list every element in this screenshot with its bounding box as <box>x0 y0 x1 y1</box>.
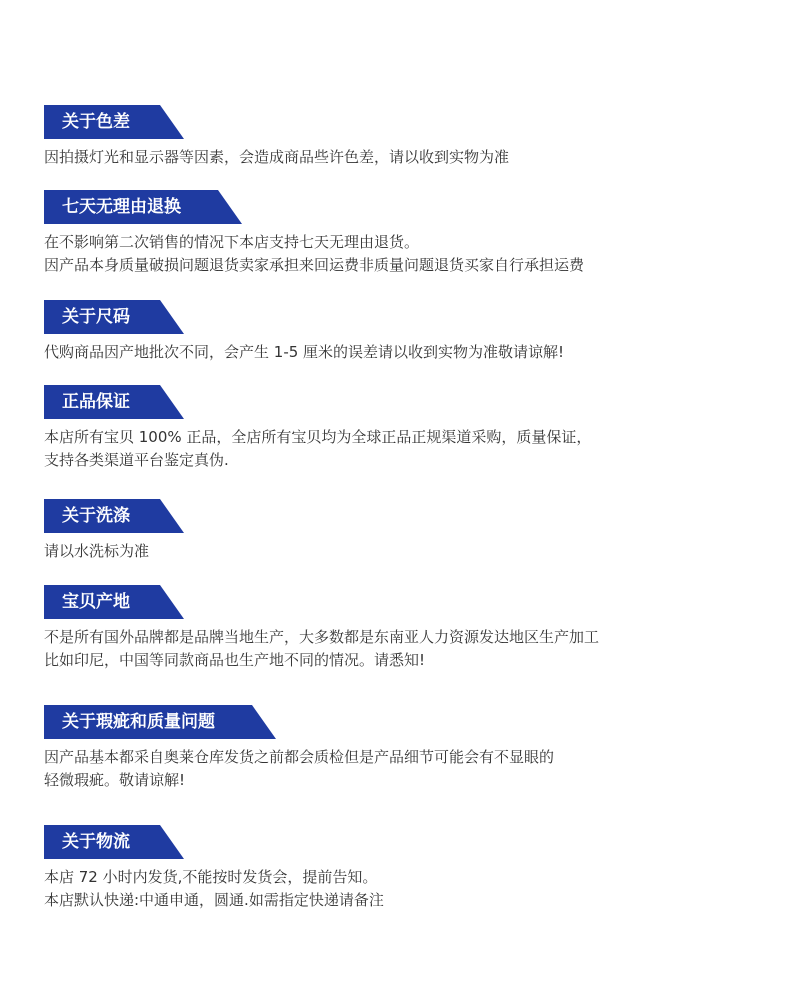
section-defects-quality <box>44 705 770 792</box>
section-text-line: 本店 72 小时内发货,不能按时发货会，提前告知。 <box>44 868 378 886</box>
section-color-difference <box>44 105 770 169</box>
section-banner <box>44 585 770 619</box>
section-text-line: 支持各类渠道平台鉴定真伪. <box>44 451 229 469</box>
section-title: 关于色差 <box>62 112 130 132</box>
section-banner <box>44 385 770 419</box>
section-title: 关于物流 <box>62 832 130 852</box>
section-title: 宝贝产地 <box>62 592 130 612</box>
section-text-line: 本店所有宝贝 100% 正品，全店所有宝贝均为全球正品正规渠道采购，质量保证， <box>44 428 592 446</box>
section-banner <box>44 705 770 739</box>
section-banner <box>44 105 770 139</box>
section-text-line: 请以水洗标为准 <box>44 542 150 560</box>
section-banner <box>44 190 770 224</box>
section-text-line: 轻微瑕疵。敬请谅解! <box>44 771 186 789</box>
section-shipping <box>44 825 770 912</box>
section-title: 关于洗涤 <box>62 506 130 526</box>
section-banner <box>44 499 770 533</box>
section-seven-day-return <box>44 190 770 277</box>
section-banner <box>44 300 770 334</box>
section-text-line: 因产品本身质量破损问题退货卖家承担来回运费非质量问题退货买家自行承担运费 <box>44 256 585 274</box>
section-text-line: 不是所有国外品牌都是品牌当地生产，大多数都是东南亚人力资源发达地区生产加工 <box>44 628 600 646</box>
section-washing <box>44 499 770 563</box>
section-title: 关于尺码 <box>62 307 130 327</box>
section-text-line: 因产品基本都采自奥莱仓库发货之前都会质检但是产品细节可能会有不显眼的 <box>44 748 555 766</box>
section-authenticity <box>44 385 770 472</box>
section-text-line: 代购商品因产地批次不同，会产生 1-5 厘米的误差请以收到实物为准敬请谅解! <box>44 343 565 361</box>
section-origin <box>44 585 770 672</box>
section-title: 关于瑕疵和质量问题 <box>62 712 215 732</box>
section-text-line: 本店默认快递:中通申通，圆通.如需指定快递请备注 <box>44 891 384 909</box>
section-text-line: 比如印尼，中国等同款商品也生产地不同的情况。请悉知! <box>44 651 426 669</box>
section-text-line: 因拍摄灯光和显示器等因素，会造成商品些许色差，请以收到实物为准 <box>44 148 510 166</box>
section-title: 正品保证 <box>62 392 130 412</box>
section-sizing <box>44 300 770 364</box>
section-text-line: 在不影响第二次销售的情况下本店支持七天无理由退货。 <box>44 233 420 251</box>
section-banner <box>44 825 770 859</box>
section-title: 七天无理由退换 <box>62 197 181 217</box>
